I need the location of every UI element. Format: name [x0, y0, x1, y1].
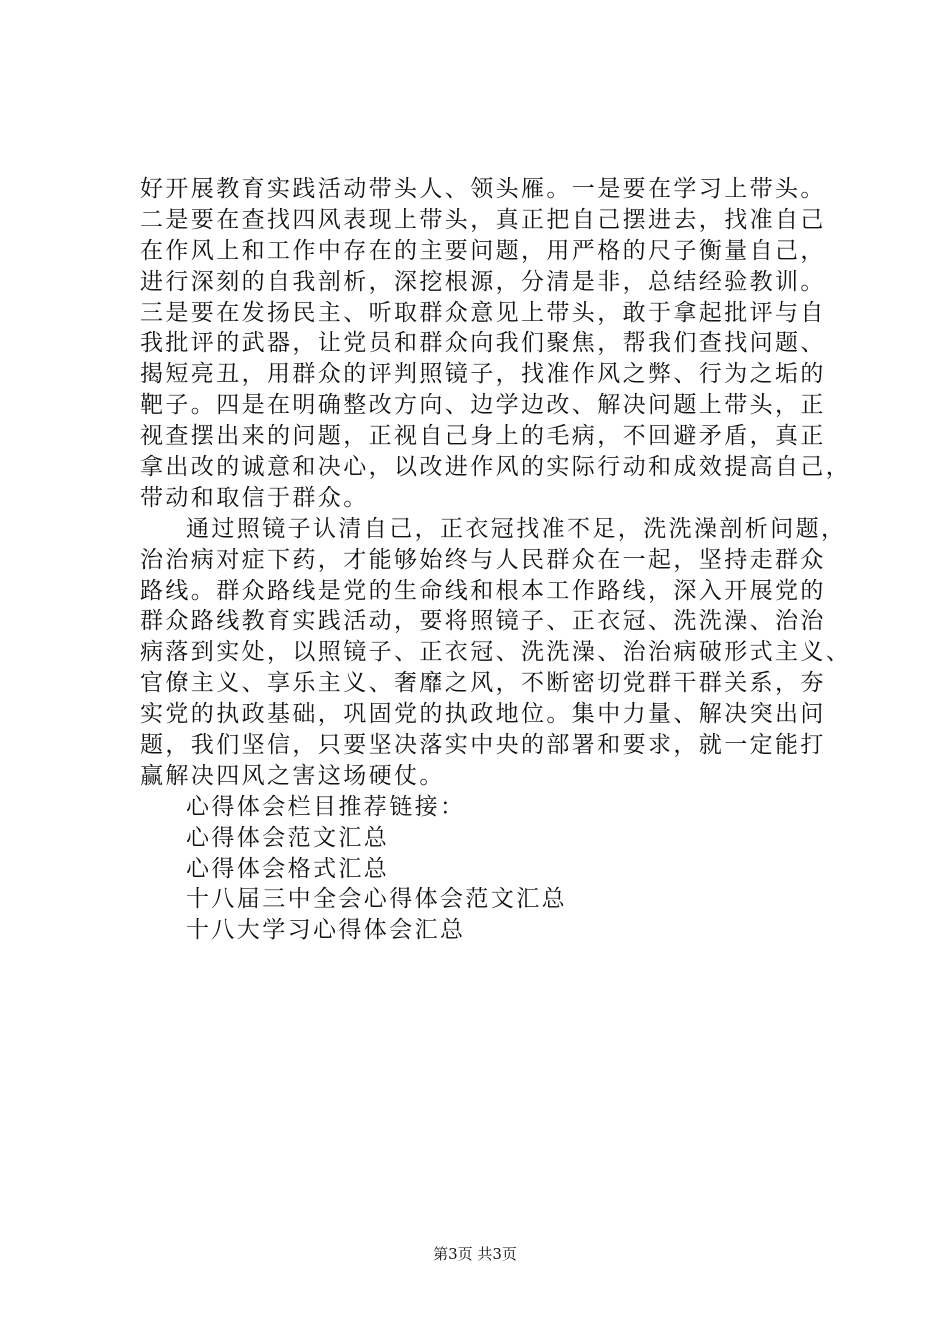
- link-item[interactable]: 十八大学习心得体会汇总: [186, 917, 466, 944]
- text-line: 群众路线教育实践活动，要将照镜子、正衣冠、洗洗澡、治治: [140, 608, 826, 635]
- text-line: 实党的执政基础，巩固党的执政地位。集中力量、解决突出问: [140, 701, 826, 728]
- link-item[interactable]: 心得体会范文汇总: [186, 824, 390, 851]
- text-line: 治治病对症下药，才能够始终与人民群众在一起，坚持走群众: [140, 546, 826, 573]
- text-line: 带动和取信于群众。: [140, 484, 369, 511]
- text-line: 路线。群众路线是党的生命线和根本工作路线，深入开展党的: [140, 577, 826, 604]
- text-line: 病落到实处，以照镜子、正衣冠、洗洗澡、治治病破形式主义、: [140, 639, 852, 666]
- document-body: [140, 174, 852, 946]
- link-item[interactable]: 十八届三中全会心得体会范文汇总: [186, 886, 567, 913]
- text-line: 拿出改的诚意和决心，以改进作风的实际行动和成效提高自己，: [140, 454, 852, 481]
- recommended-links: [140, 792, 840, 946]
- text-line: 视查摆出来的问题，正视自己身上的毛病，不回避矛盾，真正: [140, 423, 826, 450]
- page-number-footer: 第3页 共3页: [433, 1245, 517, 1263]
- paragraph-2: [140, 514, 852, 792]
- text-line: 官僚主义、享乐主义、奢靡之风，不断密切党群干群关系，夯: [140, 670, 826, 697]
- text-line: 二是要在查找四风表现上带头，真正把自己摆进去，找准自己: [140, 206, 826, 233]
- text-line: 通过照镜子认清自己，正衣冠找准不足，洗洗澡剖析问题，: [186, 515, 847, 542]
- text-line: 三是要在发扬民主、听取群众意见上带头，敢于拿起批评与自: [140, 299, 826, 326]
- paragraph-1: [140, 174, 852, 514]
- text-line: 题，我们坚信，只要坚决落实中央的部署和要求，就一定能打: [140, 732, 826, 759]
- text-line: 赢解决四风之害这场硬仗。: [140, 762, 445, 789]
- text-line: 在作风上和工作中存在的主要问题，用严格的尺子衡量自己，: [140, 237, 826, 264]
- text-line: 我批评的武器，让党员和群众向我们聚焦，帮我们查找问题、: [140, 330, 826, 357]
- text-line: 靶子。四是在明确整改方向、边学边改、解决问题上带头，正: [140, 392, 826, 419]
- text-line: 进行深刻的自我剖析，深挖根源，分清是非，总结经验教训。: [140, 268, 826, 295]
- text-line: 好开展教育实践活动带头人、领头雁。一是要在学习上带头。: [140, 176, 826, 202]
- links-heading: 心得体会栏目推荐链接：: [186, 793, 466, 820]
- link-item[interactable]: 心得体会格式汇总: [186, 855, 390, 882]
- text-line: 揭短亮丑，用群众的评判照镜子，找准作风之弊、行为之垢的: [140, 361, 826, 388]
